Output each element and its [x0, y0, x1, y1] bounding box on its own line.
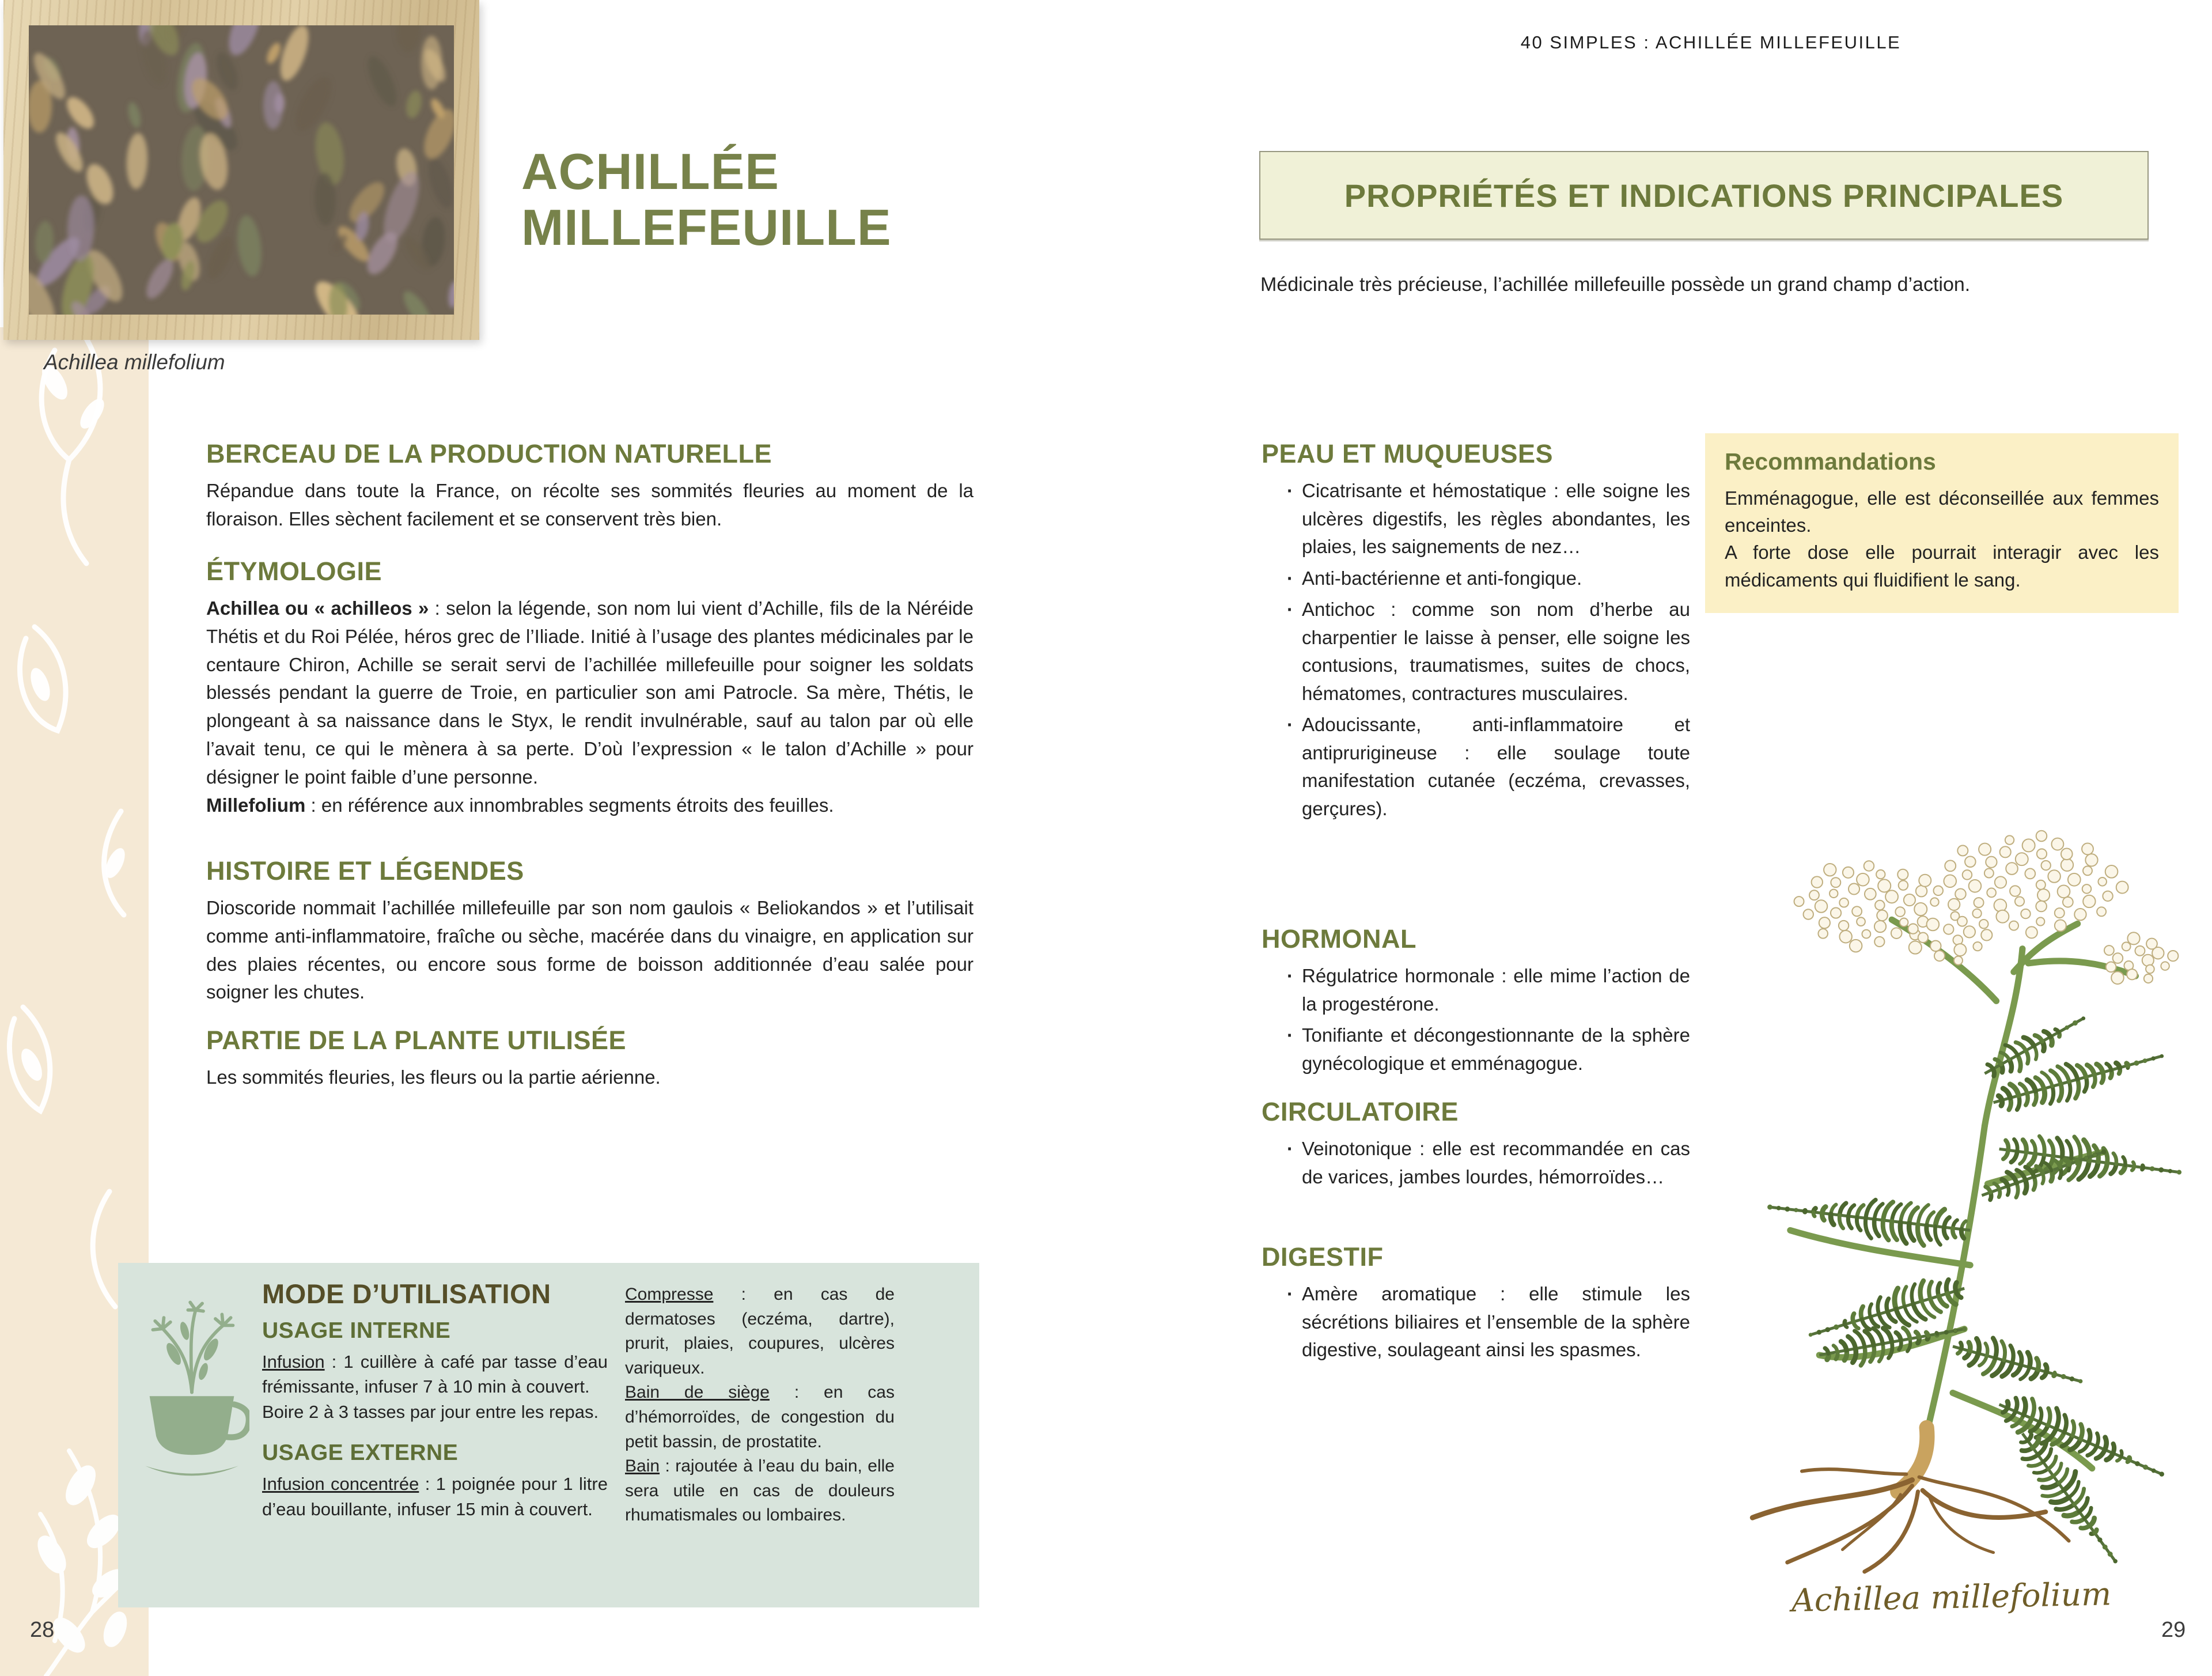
- section-paragraph: [206, 792, 974, 820]
- section-paragraph: [206, 894, 974, 1007]
- usage-item-text: : en cas de dermatoses (eczéma, dartre), prurit, plaies, coupures, ulcères variqueux.: [625, 1285, 895, 1378]
- section-heading: CIRCULATOIRE: [1262, 1097, 1459, 1126]
- bullet-text: Veinotonique : elle est recommandée en cas de varices, jambes lourdes, hémorroïdes…: [1302, 1138, 1690, 1187]
- page-title: [521, 144, 892, 256]
- section-peau-et-muqueuses: [1262, 439, 1690, 826]
- section-heading: HORMONAL: [1262, 924, 1416, 954]
- bullet-item: [1262, 1280, 1690, 1364]
- recommendations-box: [1705, 433, 2179, 613]
- usage-box-right-column: [625, 1282, 895, 1528]
- bullet-text: Amère aromatique : elle stimule les sécrétions biliaires et l’ensemble de la sphère digestive, soulageant ainsi les spasmes.: [1302, 1283, 1690, 1360]
- section-paragraph: [206, 1064, 974, 1092]
- paragraph-text: Les sommités fleuries, les fleurs ou la partie aérienne.: [206, 1066, 661, 1088]
- illustration-caption: Achillea millefolium: [1791, 1575, 2112, 1619]
- bullet-text: Régulatrice hormonale : elle mime l’action de la progestérone.: [1302, 965, 1690, 1015]
- paragraph-text: Dioscoride nommait l’achillée millefeuille par son nom gaulois « Beliokandos » et l’utilisait comme anti-inflammatoire, fraîche ou sèche, macérée dans du vinaigre, en application sur des plaies récentes, ou encore sous forme de boisson additionnée d’eau salée pour soigner les chutes.: [206, 897, 974, 1003]
- usage-item: [262, 1399, 608, 1424]
- page-title-line2: MILLEFEUILLE: [521, 198, 892, 256]
- dried-yarrow-photo: [29, 25, 454, 315]
- section-heading: PARTIE DE LA PLANTE UTILISÉE: [206, 1026, 627, 1055]
- section-heading: DIGESTIF: [1262, 1242, 1384, 1272]
- photo-caption: Achillea millefolium: [44, 350, 225, 374]
- usage-item: [625, 1380, 895, 1454]
- bullet-item: [1262, 596, 1690, 708]
- usage-item-lead: Compresse: [625, 1285, 714, 1304]
- bullet-item: [1262, 477, 1690, 561]
- bullet-text: Cicatrisante et hémostatique : elle soigne les ulcères digestifs, les règles abondantes, les plaies, les saignements de nez…: [1302, 480, 1690, 557]
- section-heading: PEAU ET MUQUEUSES: [1262, 439, 1554, 468]
- bullet-text: Anti-bactérienne et anti-fongique.: [1302, 567, 1582, 589]
- bullet-item: [1262, 1022, 1690, 1077]
- usage-item-lead: Infusion concentrée: [262, 1474, 419, 1495]
- bullet-list: [1262, 962, 1690, 1077]
- section-heading: HISTOIRE ET LÉGENDES: [206, 856, 524, 886]
- usage-item: [262, 1349, 608, 1399]
- paragraph-lead: Millefolium: [206, 794, 306, 816]
- intro-text: Médicinale très précieuse, l’achillée millefeuille possède un grand champ d’action.: [1260, 274, 1971, 296]
- mode-utilisation-box: [118, 1263, 979, 1607]
- paragraph-text: Répandue dans toute la France, on récolte ses sommités fleuries au moment de la floraison. Elles sèchent facilement et se conservent très bien.: [206, 480, 974, 529]
- usage-item-lead: Infusion: [262, 1352, 325, 1372]
- usage-item: [625, 1282, 895, 1380]
- bullet-list: [1262, 477, 1690, 823]
- properties-box: [1259, 151, 2149, 240]
- recommendations-title: Recommandations: [1725, 448, 1936, 475]
- section-heading: ÉTYMOLOGIE: [206, 557, 382, 586]
- usage-item-lead: Bain de siège: [625, 1383, 770, 1402]
- section-partie-utilisee: [206, 1026, 974, 1092]
- section-circulatoire: [1262, 1097, 1690, 1194]
- usage-item-text: : 1 cuillère à café par tasse d’eau frémissante, infuser 7 à 10 min à couvert.: [262, 1352, 608, 1397]
- page-title-line1: ACHILLÉE: [521, 143, 779, 200]
- yarrow-illustration: [1719, 824, 2186, 1579]
- section-digestif: [1262, 1242, 1690, 1368]
- page-number-left: 28: [30, 1618, 55, 1642]
- section-hormonal: [1262, 924, 1690, 1081]
- section-heading: BERCEAU DE LA PRODUCTION NATURELLE: [206, 439, 772, 468]
- section-paragraph: [206, 477, 974, 534]
- section-paragraph: [206, 595, 974, 792]
- usage-item-text: : en cas d’hémorroïdes, de congestion du petit bassin, de prostatite.: [625, 1383, 895, 1451]
- bullet-text: Tonifiante et décongestionnante de la sphère gynécologique et emménagogue.: [1302, 1024, 1690, 1074]
- usage-item: [262, 1471, 608, 1522]
- usage-item-lead: Bain: [625, 1456, 660, 1476]
- running-header: 40 SIMPLES : ACHILLÉE MILLEFEUILLE: [1520, 32, 1902, 52]
- usage-item-text: : 1 poignée pour 1 litre d’eau bouillante, infuser 15 min à couvert.: [262, 1474, 608, 1519]
- dried-yarrow-photo-frame: [3, 0, 479, 340]
- section-etymologie: [206, 557, 974, 820]
- usage-box-title: MODE D’UTILISATION: [262, 1278, 551, 1309]
- usage-item: [625, 1454, 895, 1528]
- paragraph-lead: Achillea ou « achilleos »: [206, 597, 429, 619]
- bullet-list: [1262, 1280, 1690, 1364]
- paragraph-text: : selon la légende, son nom lui vient d’Achille, fils de la Néréide Thétis et du Roi Pélée, héros grec de l’Iliade. Initié à l’usage des plantes médicinales par le centaure Chiron, Achille se serait servi de l’achillée millefeuille pour soigner les soldats blessés pendant la guerre de Troie, en particulier son ami Patrocle. Sa mère, Thétis, le plongeant à sa naissance dans le Styx, le rendit invulnérable, sauf au talon par où elle l’avait tenu, ce qui le mènera à sa perte. D’où l’expression « le talon d’Achille » pour désigner le point faible d’une personne.: [206, 597, 974, 788]
- bullet-item: [1262, 711, 1690, 823]
- usage-box-left-column: [262, 1318, 608, 1522]
- bullet-text: Antichoc : comme son nom d’herbe au charpentier le laisse à penser, elle soigne les contusions, traumatismes, suites de chocs, hématomes, contractures musculaires.: [1302, 599, 1690, 704]
- usage-item-text: Boire 2 à 3 tasses par jour entre les repas.: [262, 1401, 599, 1422]
- section-histoire: [206, 856, 974, 1007]
- bullet-item: [1262, 962, 1690, 1018]
- bullet-list: [1262, 1135, 1690, 1191]
- properties-box-title: PROPRIÉTÉS ET INDICATIONS PRINCIPALES: [1344, 177, 2064, 214]
- bullet-item: [1262, 565, 1690, 593]
- herbal-cup-icon: [134, 1293, 249, 1483]
- bullet-item: [1262, 1135, 1690, 1191]
- page-number-right: 29: [2161, 1618, 2186, 1642]
- usage-item-text: : rajoutée à l’eau du bain, elle sera utile en cas de douleurs rhumatismales ou lombaires.: [625, 1456, 895, 1525]
- usage-subheading: USAGE INTERNE: [262, 1318, 451, 1343]
- section-berceau: [206, 439, 974, 534]
- paragraph-text: : en référence aux innombrables segments étroits des feuilles.: [305, 794, 834, 816]
- bullet-text: Adoucissante, anti-inflammatoire et antiprurigineuse : elle soulage toute manifestation cutanée (eczéma, crevasses, gerçures).: [1302, 714, 1690, 819]
- recommendations-line: A forte dose elle pourrait interagir avec les médicaments qui fluidifient le sang.: [1725, 542, 2159, 591]
- recommendations-line: Emménagogue, elle est déconseillée aux femmes enceintes.: [1725, 487, 2159, 536]
- usage-subheading: USAGE EXTERNE: [262, 1440, 459, 1466]
